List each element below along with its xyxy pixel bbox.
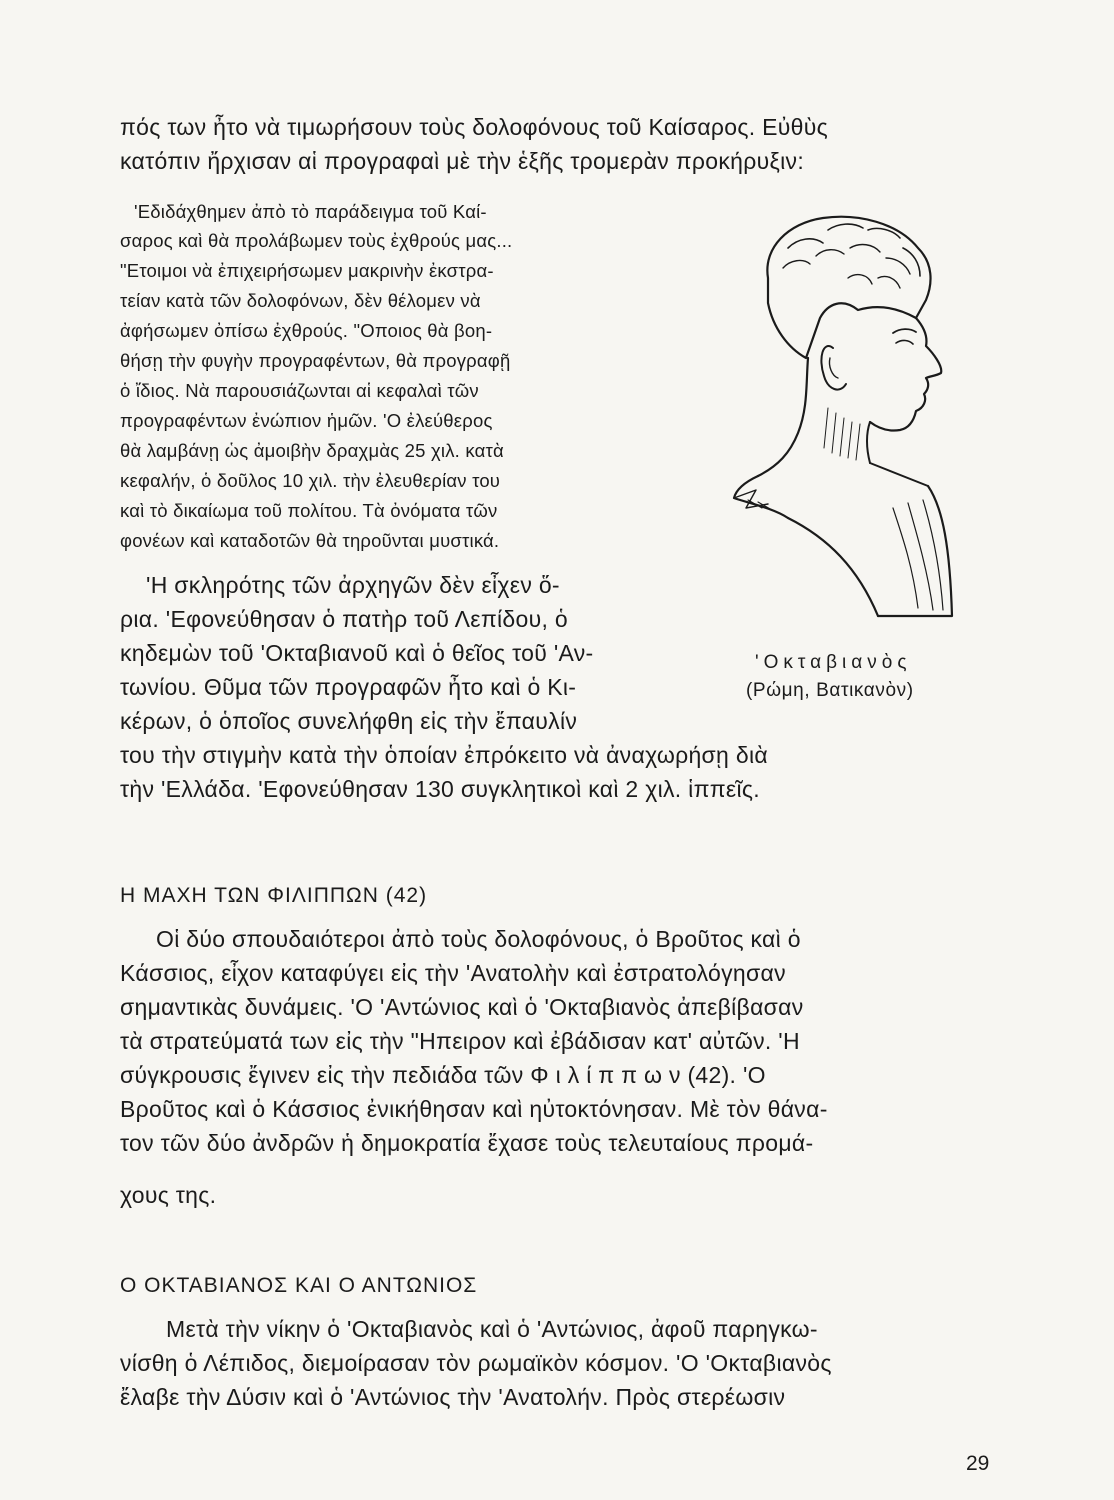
quote-line: σαρος καὶ θὰ προλάβωμεν τοὺς ἐχθρούς μας... [120, 230, 513, 251]
quote-line: ὁ ἴδιος. Νὰ παρουσιάζωνται αἱ κεφαλαὶ τῶν [120, 380, 479, 401]
paragraph-line: του τὴν στιγμὴν κατὰ τὴν ὁποίαν ἐπρόκειτο νὰ ἀναχωρήσῃ διὰ [120, 742, 768, 768]
section-line: νίσθη ὁ Λέπιδος, διεμοίρασαν τὸν ρωμαϊκὸν κόσμον. 'Ο 'Οκταβιανὸς [120, 1350, 832, 1376]
section-line: Κάσσιος, εἶχον καταφύγει εἰς τὴν 'Ανατολὴν καὶ ἐστρατολόγησαν [120, 960, 786, 986]
octavian-bust-illustration [728, 208, 958, 623]
paragraph-line: 'Η σκληρότης τῶν ἀρχηγῶν δὲν εἶχεν ὅ- [146, 572, 560, 598]
paragraph-line: κηδεμὼν τοῦ 'Οκταβιανοῦ καὶ ὁ θεῖος τοῦ 'Αν- [120, 640, 594, 666]
section-heading: Ο ΟΚΤΑΒΙΑΝΟΣ ΚΑΙ Ο ΑΝΤΩΝΙΟΣ [120, 1274, 478, 1297]
section-line: τὰ στρατεύματά των εἰς τὴν "Ηπειρον καὶ ἐβάδισαν κατ' αὐτῶν. 'Η [120, 1028, 800, 1054]
quote-line: καὶ τὸ δικαίωμα τοῦ πολίτου. Τὰ ὀνόματα τῶν [120, 500, 498, 521]
quote-line: φονέων καὶ καταδοτῶν θὰ τηροῦνται μυστικά. [120, 530, 500, 551]
section-heading: Η ΜΑΧΗ ΤΩΝ ΦΙΛΙΠΠΩΝ (42) [120, 884, 428, 907]
figure-caption-name: 'Οκταβιανὸς [755, 652, 912, 673]
paragraph-line: τωνίου. Θῦμα τῶν προγραφῶν ἦτο καὶ ὁ Κι- [120, 674, 577, 700]
section-line: τον τῶν δύο ἀνδρῶν ἡ δημοκρατία ἔχασε τοὺς τελευταίους προμά- [120, 1130, 814, 1156]
quote-line: κεφαλήν, ὁ δοῦλος 10 χιλ. τὴν ἐλευθερίαν του [120, 470, 501, 491]
quote-line: θήσῃ τὴν φυγὴν προγραφέντων, θὰ προγραφῇ [120, 350, 511, 371]
quote-line: ἀφήσωμεν ὀπίσω ἐχθρούς. "Οποιος θὰ βοη- [120, 320, 493, 341]
page-number: 29 [966, 1452, 990, 1475]
section-line: σύγκρουσις ἔγινεν εἰς τὴν πεδιάδα τῶν Φ ι λ ί π π ω ν (42). 'Ο [120, 1062, 766, 1088]
quote-line: προγραφέντων ἐνώπιον ἡμῶν. 'Ο ἐλεύθερος [120, 410, 493, 431]
section-line: Μετὰ τὴν νίκην ὁ 'Οκταβιανὸς καὶ ὁ 'Αντώνιος, ἀφοῦ παρηγκω- [166, 1316, 818, 1342]
quote-line: "Ετοιμοι νὰ ἐπιχειρήσωμεν μακρινὴν ἐκστρα- [120, 260, 494, 281]
section-line: Βροῦτος καὶ ὁ Κάσσιος ἐνικήθησαν καὶ ηὐτοκτόνησαν. Μὲ τὸν θάνα- [120, 1096, 828, 1122]
paragraph-line: ρια. 'Εφονεύθησαν ὁ πατὴρ τοῦ Λεπίδου, ὁ [120, 606, 568, 632]
paragraph-line: τὴν 'Ελλάδα. 'Εφονεύθησαν 130 συγκλητικοὶ καὶ 2 χιλ. ἱππεῖς. [120, 776, 760, 802]
figure-caption-location: (Ρώμη, Βατικανὸν) [746, 680, 914, 701]
section-line: Οἱ δύο σπουδαιότεροι ἀπὸ τοὺς δολοφόνους, ὁ Βροῦτος καὶ ὁ [156, 926, 801, 952]
section-line: ἔλαβε τὴν Δύσιν καὶ ὁ 'Αντώνιος τὴν 'Ανατολήν. Πρὸς στερέωσιν [120, 1384, 786, 1410]
intro-line: κατόπιν ἤρχισαν αἱ προγραφαὶ μὲ τὴν ἑξῆς τρομερὰν προκήρυξιν: [120, 148, 805, 174]
section-line: σημαντικὰς δυνάμεις. 'Ο 'Αντώνιος καὶ ὁ 'Οκταβιανὸς ἀπεβίβασαν [120, 994, 804, 1020]
section-line: χους της. [120, 1182, 217, 1208]
intro-line: πός των ἦτο νὰ τιμωρήσουν τοὺς δολοφόνους τοῦ Καίσαρος. Εὐθὺς [120, 114, 829, 140]
paragraph-line: κέρων, ὁ ὁποῖος συνελήφθη εἰς τὴν ἔπαυλίν [120, 708, 578, 734]
quote-line: θὰ λαμβάνῃ ὡς ἀμοιβὴν δραχμὰς 25 χιλ. κατὰ [120, 440, 504, 461]
quote-line: 'Εδιδάχθημεν ἀπὸ τὸ παράδειγμα τοῦ Καί- [134, 201, 487, 222]
quote-line: τείαν κατὰ τῶν δολοφόνων, δὲν θέλομεν νὰ [120, 290, 481, 311]
